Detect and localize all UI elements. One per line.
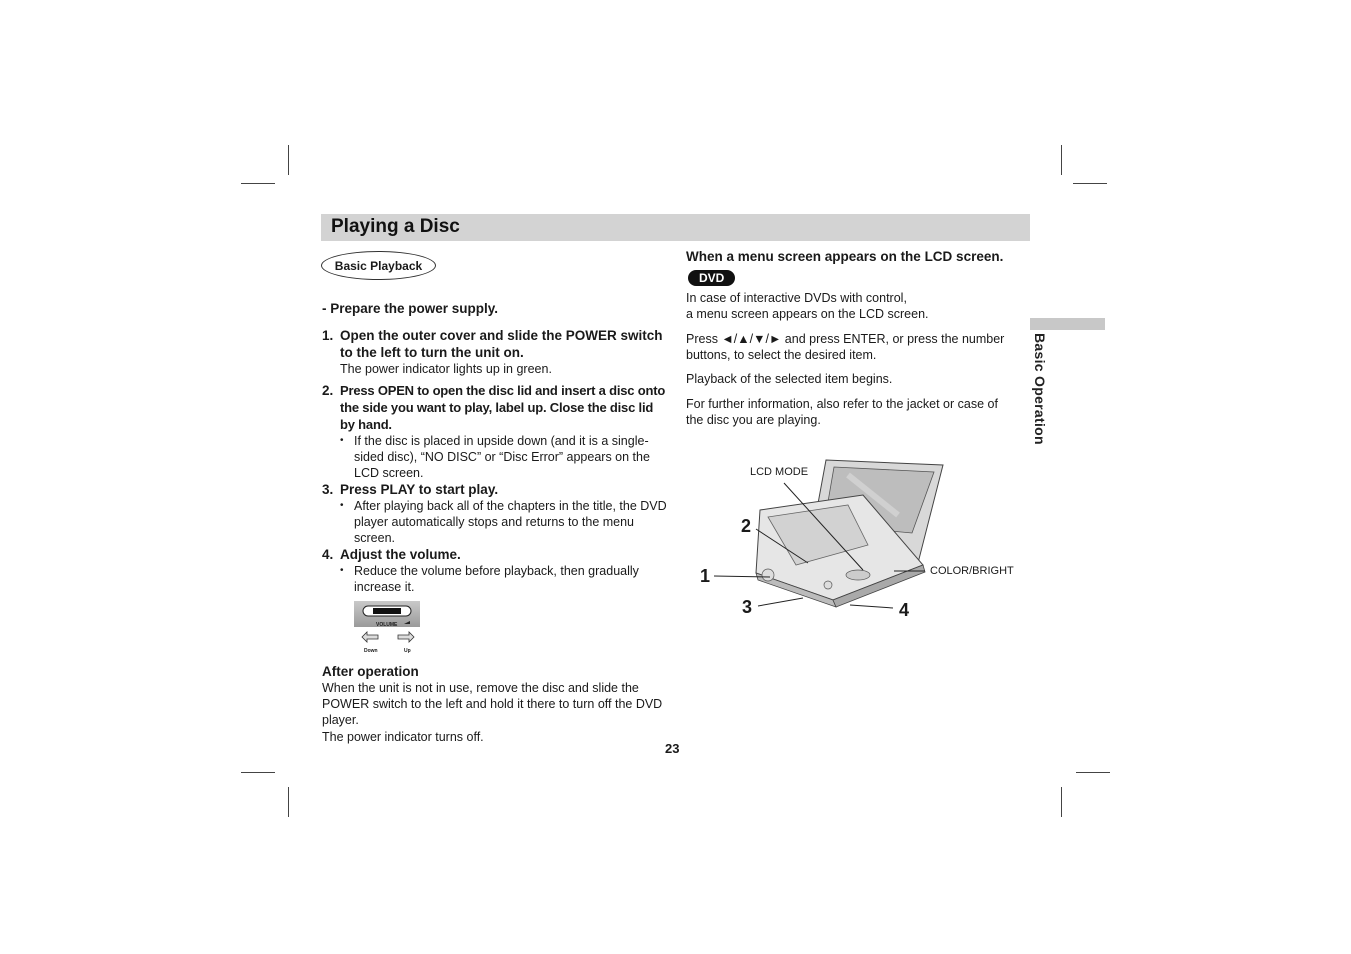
step-title: Press OPEN to open the disc lid and insert a disc onto the side you want to play, label up. Close the disc lid by hand. — [340, 383, 666, 432]
crop-mark — [1061, 787, 1062, 817]
bullet-text: If the disc is placed in upside down (and it is a single-sided disc), “NO DISC” or “Disc Error” appears on the LCD screen. — [354, 434, 650, 480]
volume-illustration — [354, 601, 424, 653]
crop-mark — [288, 145, 289, 175]
menu-press-text: Press ◄/▲/▼/► and press ENTER, or press the number buttons, to select the desired item. — [686, 332, 1005, 362]
step-bullet — [340, 563, 667, 595]
crop-mark — [241, 183, 275, 184]
prepare-step: - Prepare the power supply. — [322, 301, 499, 316]
callout-3: 3 — [742, 597, 753, 617]
basic-playback-badge: Basic Playback — [321, 251, 436, 280]
step-3 — [322, 481, 667, 498]
menu-screen-title: When a menu screen appears on the LCD screen. — [686, 249, 1004, 264]
left-column — [322, 300, 667, 745]
side-tab-label: Basic Operation — [1032, 333, 1048, 445]
bullet-text: After playing back all of the chapters in the title, the DVD player automatically stops and returns to the menu screen. — [354, 499, 667, 545]
lcd-mode-label: LCD MODE — [750, 466, 809, 478]
callout-2: 2 — [741, 516, 752, 536]
step-4 — [322, 546, 667, 563]
crop-mark — [1073, 183, 1107, 184]
bullet-dot: • — [340, 500, 344, 511]
section-title-bar — [321, 214, 1030, 241]
color-bright-label: COLOR/BRIGHT — [930, 565, 1014, 577]
step-title: Adjust the volume. — [340, 547, 461, 562]
bullet-dot: • — [340, 435, 344, 446]
step-bullet — [340, 433, 667, 481]
step-number: 1. — [322, 328, 334, 343]
dvd-badge: DVD — [688, 270, 735, 286]
step-bullet — [340, 498, 667, 546]
side-tab-bar — [1030, 318, 1105, 330]
step-number: 2. — [322, 383, 334, 398]
page-title: Playing a Disc — [331, 216, 460, 237]
volume-down-label: Down — [364, 648, 378, 654]
crop-mark — [1076, 772, 1110, 773]
step-number: 3. — [322, 482, 334, 497]
menu-playback-text: Playback of the selected item begins. — [686, 372, 893, 386]
crop-mark — [288, 787, 289, 817]
menu-intro-line1: In case of interactive DVDs with control, — [686, 291, 907, 305]
callout-1: 1 — [700, 566, 711, 586]
crop-mark — [1061, 145, 1062, 175]
after-operation-title: After operation — [322, 664, 419, 679]
crop-mark — [241, 772, 275, 773]
volume-up-label: Up — [404, 648, 411, 654]
step-title: Press PLAY to start play. — [340, 482, 499, 497]
right-column — [686, 248, 1016, 428]
bullet-text: Reduce the volume before playback, then gradually increase it. — [354, 564, 639, 594]
menu-further-text: For further information, also refer to the jacket or case of the disc you are playing. — [686, 397, 998, 427]
volume-label: VOLUME — [376, 622, 398, 628]
step-1 — [322, 327, 667, 361]
player-illustration — [698, 455, 1028, 625]
callout-4: 4 — [899, 600, 910, 620]
after-operation-note: The power indicator turns off. — [322, 730, 484, 744]
after-operation-text: When the unit is not in use, remove the disc and slide the POWER switch to the left and hold it there to turn off the DVD player. — [322, 681, 663, 727]
step-note: The power indicator lights up in green. — [340, 362, 552, 376]
page-number: 23 — [665, 741, 680, 756]
menu-intro-line2: a menu screen appears on the LCD screen. — [686, 307, 929, 321]
bullet-dot: • — [340, 565, 344, 576]
step-number: 4. — [322, 547, 334, 562]
step-title: Open the outer cover and slide the POWER switch to the left to turn the unit on. — [340, 328, 663, 360]
step-2 — [322, 382, 667, 433]
